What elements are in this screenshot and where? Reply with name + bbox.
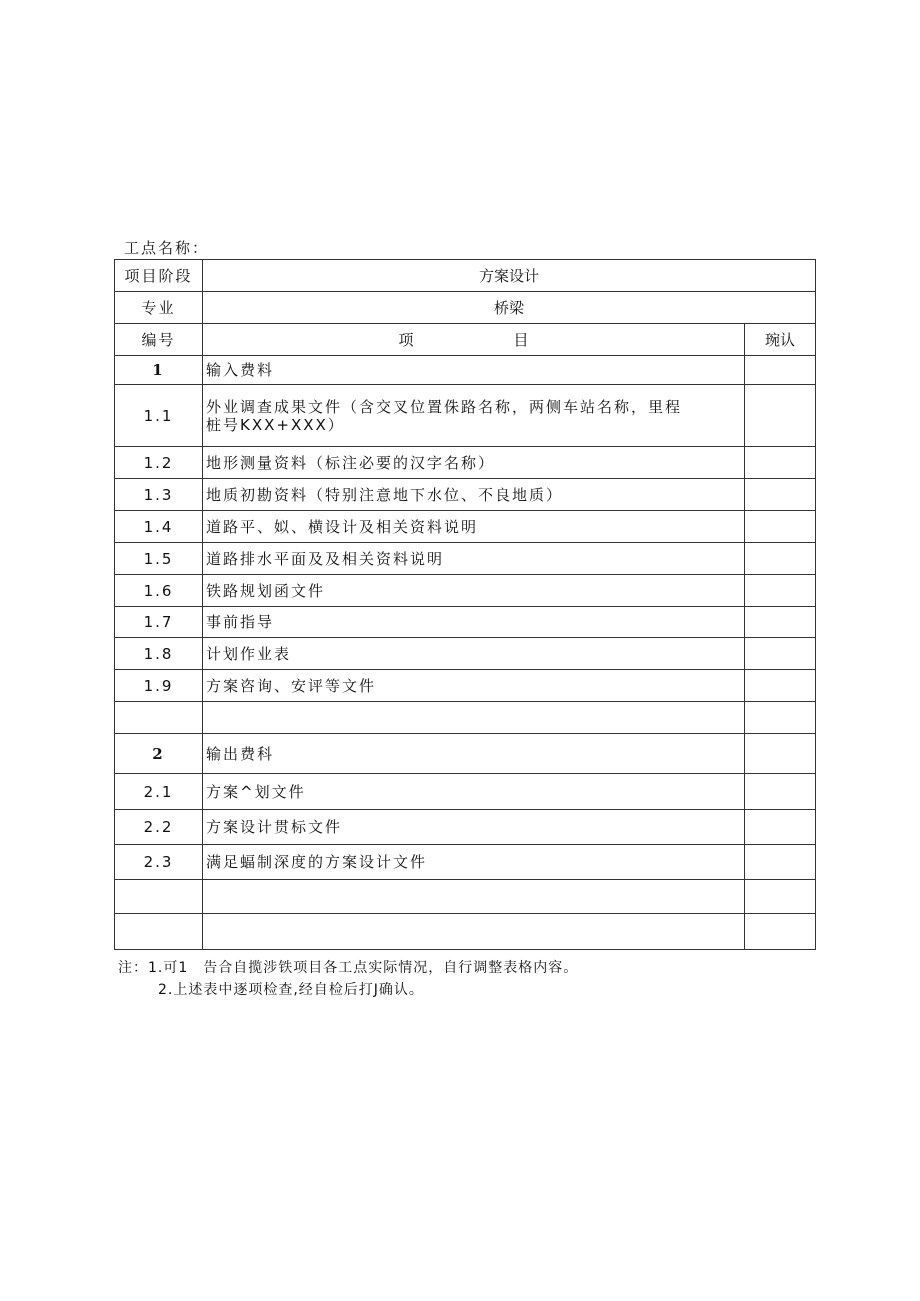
confirm-cell[interactable] <box>745 880 816 914</box>
row-no: 1.3 <box>115 479 203 511</box>
col-item-header <box>203 324 745 356</box>
row-item: 计划作业表 <box>203 638 745 670</box>
row-item: 输入费料 <box>203 356 745 385</box>
row-no: 2 <box>115 734 203 774</box>
confirm-cell[interactable] <box>745 734 816 774</box>
row-item: 方案咨询、安评等文件 <box>203 670 745 702</box>
row-no: 2.1 <box>115 774 203 810</box>
col-no-header: 编号 <box>115 324 203 356</box>
row-item: 输出费科 <box>203 734 745 774</box>
row-no: 1.7 <box>115 607 203 638</box>
row-item: 道路排水平面及及相关资料说明 <box>203 543 745 575</box>
confirm-cell[interactable] <box>745 670 816 702</box>
confirm-cell[interactable] <box>745 511 816 543</box>
confirm-cell[interactable] <box>745 447 816 479</box>
row-item: 地质初勘资料（特别注意地下水位、不良地质） <box>203 479 745 511</box>
col-item-header-part2: 目 <box>513 330 529 349</box>
confirm-cell[interactable] <box>745 914 816 950</box>
row-no: 1.2 <box>115 447 203 479</box>
row-no: 2.3 <box>115 845 203 880</box>
table-row <box>115 575 816 607</box>
row-item <box>203 914 745 950</box>
table-row <box>115 511 816 543</box>
stage-value: 方案设计 <box>203 260 816 292</box>
confirm-cell[interactable] <box>745 845 816 880</box>
row-no: 1.9 <box>115 670 203 702</box>
row-no <box>115 880 203 914</box>
row-item: 方案设计贯标文件 <box>203 810 745 845</box>
row-item <box>203 702 745 734</box>
table-row-empty <box>115 914 816 950</box>
row-item: 道路平、姒、横设计及相关资料说明 <box>203 511 745 543</box>
site-name-label: 工点名称： <box>124 239 210 257</box>
confirm-cell[interactable] <box>745 607 816 638</box>
table-row <box>115 810 816 845</box>
row-no: 1.1 <box>115 385 203 447</box>
row-item <box>203 385 745 447</box>
row-item-line2: 桩号KXX+XXX） <box>206 415 345 434</box>
note-1: 注：1.可1 告合自揽涉铁项目各工点实际情况，自行调整表格内容。 <box>118 960 579 976</box>
confirm-cell[interactable] <box>745 575 816 607</box>
row-no: 1.4 <box>115 511 203 543</box>
row-no: 1.5 <box>115 543 203 575</box>
confirm-cell[interactable] <box>745 543 816 575</box>
confirm-cell[interactable] <box>745 385 816 447</box>
confirm-cell[interactable] <box>745 638 816 670</box>
table-row <box>115 670 816 702</box>
confirm-cell[interactable] <box>745 702 816 734</box>
row-item <box>203 880 745 914</box>
col-confirm-header: 琬认 <box>745 324 816 356</box>
row-item-line1: 外业调查成果文件（含交叉位置侏路名称，两侧车站名称，里程 <box>206 397 683 416</box>
table-row <box>115 774 816 810</box>
row-item: 方案^划文件 <box>203 774 745 810</box>
row-item: 铁路规划函文件 <box>203 575 745 607</box>
row-item: 地形测量资料（标注必要的汉字名称） <box>203 447 745 479</box>
confirm-cell[interactable] <box>745 810 816 845</box>
table-row <box>115 385 816 447</box>
row-no: 2.2 <box>115 810 203 845</box>
checklist-table <box>114 259 816 950</box>
table-row-empty <box>115 880 816 914</box>
row-no: 1.6 <box>115 575 203 607</box>
row-no <box>115 914 203 950</box>
confirm-cell[interactable] <box>745 479 816 511</box>
table-row <box>115 734 816 774</box>
row-item: 满足蝠制深度的方案设计文件 <box>203 845 745 880</box>
table-row <box>115 638 816 670</box>
specialty-label: 专业 <box>115 292 203 324</box>
row-no: 1.8 <box>115 638 203 670</box>
stage-row <box>115 260 816 292</box>
table-row <box>115 356 816 385</box>
row-item: 事前指导 <box>203 607 745 638</box>
confirm-cell[interactable] <box>745 774 816 810</box>
table-row <box>115 607 816 638</box>
table-row <box>115 479 816 511</box>
note-2: 2.上述表中逐项检查,经自检后打J确认。 <box>158 982 424 998</box>
specialty-row <box>115 292 816 324</box>
table-row <box>115 543 816 575</box>
stage-label: 项目阶段 <box>115 260 203 292</box>
row-no <box>115 702 203 734</box>
specialty-value: 桥梁 <box>203 292 816 324</box>
table-row <box>115 447 816 479</box>
row-no: 1 <box>115 356 203 385</box>
notes <box>118 957 578 1001</box>
column-header-row <box>115 324 816 356</box>
col-item-header-part1: 项 <box>398 330 414 349</box>
table-row <box>115 845 816 880</box>
confirm-cell[interactable] <box>745 356 816 385</box>
table-row-empty <box>115 702 816 734</box>
